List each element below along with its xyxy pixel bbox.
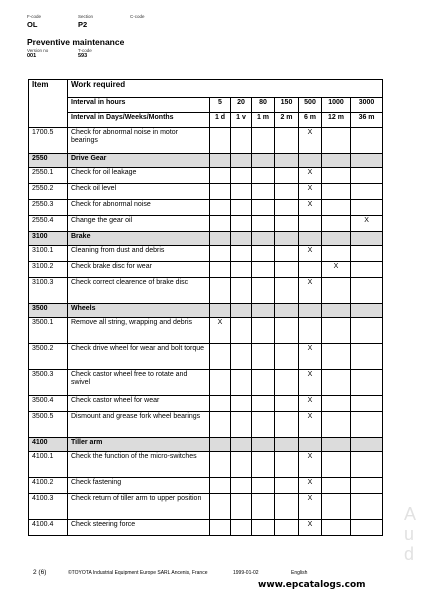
group-header-row (29, 232, 383, 246)
interval-empty-cell (210, 168, 231, 184)
interval-empty-cell (231, 184, 252, 200)
interval-empty-cell (299, 318, 322, 344)
group-empty-cell (210, 304, 231, 318)
interval-mark: X (299, 370, 322, 396)
interval-empty-cell (351, 494, 383, 520)
interval-empty-cell (351, 200, 383, 216)
task-row (29, 344, 383, 370)
interval-period-cell: 2 m (275, 113, 299, 128)
task-row (29, 318, 383, 344)
interval-empty-cell (252, 262, 275, 278)
task-description: Check the function of the micro-switches (68, 452, 210, 478)
task-description: Check correct clearence of brake disc (68, 278, 210, 304)
interval-empty-cell (275, 412, 299, 438)
interval-empty-cell (231, 216, 252, 232)
task-description: Check for abnormal noise (68, 200, 210, 216)
interval-empty-cell (351, 370, 383, 396)
section-label: Section (78, 14, 94, 19)
interval-empty-cell (275, 278, 299, 304)
task-row (29, 246, 383, 262)
interval-empty-cell (231, 278, 252, 304)
interval-empty-cell (322, 216, 351, 232)
interval-mark: X (299, 452, 322, 478)
group-empty-cell (231, 438, 252, 452)
task-description: Check oil level (68, 184, 210, 200)
group-empty-cell (231, 154, 252, 168)
task-item-code: 3100.3 (29, 278, 68, 304)
group-empty-cell (275, 304, 299, 318)
interval-empty-cell (252, 318, 275, 344)
interval-empty-cell (210, 478, 231, 494)
interval-mark: X (299, 184, 322, 200)
interval-empty-cell (322, 278, 351, 304)
interval-empty-cell (322, 318, 351, 344)
work-required-header: Work required (68, 80, 383, 98)
interval-empty-cell (322, 452, 351, 478)
interval-empty-cell (231, 452, 252, 478)
group-empty-cell (299, 154, 322, 168)
interval-mark: X (299, 520, 322, 536)
group-empty-cell (275, 154, 299, 168)
interval-empty-cell (351, 278, 383, 304)
interval-mark: X (351, 216, 383, 232)
group-code: 2550 (29, 154, 68, 168)
group-header-row (29, 154, 383, 168)
group-title: Drive Gear (68, 154, 210, 168)
interval-mark: X (299, 200, 322, 216)
task-row (29, 168, 383, 184)
group-empty-cell (322, 304, 351, 318)
document-date: 1999-01-02 (233, 570, 259, 576)
copyright-text: ©TOYOTA Industrial Equipment Europe SARL Ancenis, France (68, 570, 208, 576)
interval-empty-cell (275, 318, 299, 344)
interval-hours-label: Interval in hours (68, 98, 210, 113)
interval-mark: X (299, 412, 322, 438)
interval-empty-cell (210, 396, 231, 412)
interval-period-cell: 12 m (322, 113, 351, 128)
interval-empty-cell (351, 184, 383, 200)
interval-empty-cell (275, 478, 299, 494)
interval-mark: X (299, 246, 322, 262)
section-value: P2 (78, 20, 88, 29)
interval-empty-cell (231, 344, 252, 370)
task-item-code: 3500.3 (29, 370, 68, 396)
interval-empty-cell (231, 396, 252, 412)
group-empty-cell (322, 438, 351, 452)
fcode-value: OL (27, 20, 38, 29)
interval-empty-cell (322, 246, 351, 262)
task-item-code: 4100.2 (29, 478, 68, 494)
interval-empty-cell (275, 184, 299, 200)
interval-empty-cell (231, 412, 252, 438)
group-title: Wheels (68, 304, 210, 318)
interval-period-cell: 1 v (231, 113, 252, 128)
tcode-value: 593 (78, 53, 88, 59)
task-row (29, 412, 383, 438)
task-item-code: 1700.5 (29, 128, 68, 154)
interval-period-cell: 1 d (210, 113, 231, 128)
group-empty-cell (351, 154, 383, 168)
group-empty-cell (299, 304, 322, 318)
tcode-label: T-code (78, 48, 92, 53)
task-item-code: 3500.5 (29, 412, 68, 438)
interval-empty-cell (231, 262, 252, 278)
interval-empty-cell (322, 370, 351, 396)
task-description: Check for abnormal noise in motor bearings (68, 128, 210, 154)
group-title: Tiller arm (68, 438, 210, 452)
interval-empty-cell (275, 200, 299, 216)
interval-empty-cell (322, 412, 351, 438)
task-item-code: 4100.3 (29, 494, 68, 520)
interval-empty-cell (231, 318, 252, 344)
interval-empty-cell (210, 344, 231, 370)
group-header-row (29, 438, 383, 452)
interval-empty-cell (210, 412, 231, 438)
task-description: Check brake disc for wear (68, 262, 210, 278)
group-empty-cell (231, 232, 252, 246)
group-empty-cell (252, 154, 275, 168)
interval-mark: X (299, 168, 322, 184)
item-column-header: Item (29, 80, 68, 128)
task-item-code: 2550.1 (29, 168, 68, 184)
task-row (29, 494, 383, 520)
interval-empty-cell (275, 370, 299, 396)
task-description: Check drive wheel for wear and bolt torque (68, 344, 210, 370)
interval-empty-cell (252, 520, 275, 536)
interval-empty-cell (231, 246, 252, 262)
interval-days-label: Interval in Days/Weeks/Months (68, 113, 210, 128)
interval-empty-cell (252, 478, 275, 494)
group-empty-cell (275, 438, 299, 452)
interval-empty-cell (275, 396, 299, 412)
interval-hours-cell: 20 (231, 98, 252, 113)
group-empty-cell (252, 304, 275, 318)
interval-hours-cell: 5 (210, 98, 231, 113)
interval-mark: X (299, 478, 322, 494)
group-empty-cell (351, 438, 383, 452)
interval-empty-cell (351, 396, 383, 412)
maintenance-table (28, 79, 383, 536)
interval-empty-cell (231, 520, 252, 536)
task-row (29, 452, 383, 478)
fcode-label: F-code (27, 14, 42, 19)
task-item-code: 4100.1 (29, 452, 68, 478)
version-label: Version no (27, 48, 49, 53)
page-title: Preventive maintenance (27, 37, 125, 47)
interval-empty-cell (252, 184, 275, 200)
group-code: 3500 (29, 304, 68, 318)
interval-empty-cell (275, 344, 299, 370)
task-row (29, 262, 383, 278)
interval-empty-cell (275, 128, 299, 154)
page-number: 2 (6) (33, 569, 47, 576)
interval-mark: X (299, 344, 322, 370)
table-body (29, 128, 383, 536)
task-description: Dismount and grease fork wheel bearings (68, 412, 210, 438)
task-item-code: 3100.2 (29, 262, 68, 278)
interval-hours-cell: 500 (299, 98, 322, 113)
interval-empty-cell (351, 452, 383, 478)
group-empty-cell (299, 232, 322, 246)
interval-empty-cell (252, 200, 275, 216)
interval-empty-cell (210, 278, 231, 304)
interval-empty-cell (210, 370, 231, 396)
interval-empty-cell (210, 216, 231, 232)
interval-empty-cell (210, 494, 231, 520)
group-empty-cell (252, 232, 275, 246)
group-empty-cell (252, 438, 275, 452)
interval-empty-cell (322, 520, 351, 536)
side-watermark: A u d (404, 504, 417, 564)
interval-empty-cell (322, 168, 351, 184)
interval-empty-cell (322, 128, 351, 154)
interval-empty-cell (252, 494, 275, 520)
interval-empty-cell (252, 128, 275, 154)
interval-empty-cell (275, 216, 299, 232)
group-empty-cell (275, 232, 299, 246)
interval-empty-cell (210, 520, 231, 536)
group-empty-cell (299, 438, 322, 452)
group-title: Brake (68, 232, 210, 246)
interval-empty-cell (252, 396, 275, 412)
task-row (29, 128, 383, 154)
ccode-label: C-code (130, 14, 145, 19)
interval-empty-cell (275, 452, 299, 478)
interval-hours-cell: 150 (275, 98, 299, 113)
interval-empty-cell (210, 246, 231, 262)
interval-empty-cell (351, 128, 383, 154)
interval-empty-cell (252, 412, 275, 438)
interval-empty-cell (252, 278, 275, 304)
task-row (29, 200, 383, 216)
interval-empty-cell (299, 262, 322, 278)
group-empty-cell (322, 154, 351, 168)
task-item-code: 2550.2 (29, 184, 68, 200)
task-description: Check fastening (68, 478, 210, 494)
task-item-code: 2550.3 (29, 200, 68, 216)
interval-empty-cell (322, 344, 351, 370)
interval-mark: X (299, 494, 322, 520)
interval-empty-cell (299, 216, 322, 232)
interval-empty-cell (322, 396, 351, 412)
group-empty-cell (231, 304, 252, 318)
group-empty-cell (322, 232, 351, 246)
interval-empty-cell (252, 452, 275, 478)
task-row (29, 278, 383, 304)
task-item-code: 2550.4 (29, 216, 68, 232)
task-description: Change the gear oil (68, 216, 210, 232)
interval-empty-cell (322, 478, 351, 494)
interval-empty-cell (210, 200, 231, 216)
interval-empty-cell (351, 478, 383, 494)
interval-empty-cell (231, 370, 252, 396)
task-description: Remove all string, wrapping and debris (68, 318, 210, 344)
interval-empty-cell (231, 200, 252, 216)
interval-empty-cell (351, 318, 383, 344)
interval-empty-cell (275, 168, 299, 184)
interval-mark: X (210, 318, 231, 344)
interval-empty-cell (275, 246, 299, 262)
interval-empty-cell (322, 200, 351, 216)
task-item-code: 4100.4 (29, 520, 68, 536)
interval-mark: X (322, 262, 351, 278)
task-description: Cleaning from dust and debris (68, 246, 210, 262)
task-item-code: 3500.4 (29, 396, 68, 412)
group-empty-cell (210, 154, 231, 168)
interval-empty-cell (210, 262, 231, 278)
interval-empty-cell (231, 478, 252, 494)
task-row (29, 396, 383, 412)
interval-empty-cell (351, 168, 383, 184)
interval-period-cell: 36 m (351, 113, 383, 128)
group-code: 4100 (29, 438, 68, 452)
interval-empty-cell (252, 370, 275, 396)
interval-mark: X (299, 396, 322, 412)
task-row (29, 216, 383, 232)
version-value: 001 (27, 53, 37, 59)
task-description: Check steering force (68, 520, 210, 536)
interval-empty-cell (351, 412, 383, 438)
interval-mark: X (299, 278, 322, 304)
task-description: Check for oil leakage (68, 168, 210, 184)
interval-empty-cell (210, 128, 231, 154)
interval-hours-cell: 80 (252, 98, 275, 113)
interval-empty-cell (210, 184, 231, 200)
group-header-row (29, 304, 383, 318)
interval-empty-cell (351, 520, 383, 536)
interval-empty-cell (351, 262, 383, 278)
group-code: 3100 (29, 232, 68, 246)
task-description: Check castor wheel for wear (68, 396, 210, 412)
interval-empty-cell (252, 168, 275, 184)
interval-period-cell: 6 m (299, 113, 322, 128)
document-language: English (291, 570, 308, 576)
interval-empty-cell (322, 494, 351, 520)
task-description: Check return of tiller arm to upper position (68, 494, 210, 520)
group-empty-cell (351, 232, 383, 246)
group-empty-cell (210, 232, 231, 246)
task-item-code: 3500.2 (29, 344, 68, 370)
interval-empty-cell (322, 184, 351, 200)
interval-empty-cell (351, 344, 383, 370)
interval-mark: X (299, 128, 322, 154)
interval-empty-cell (275, 520, 299, 536)
interval-empty-cell (231, 494, 252, 520)
task-row (29, 478, 383, 494)
task-item-code: 3500.1 (29, 318, 68, 344)
task-description: Check castor wheel free to rotate and swivel (68, 370, 210, 396)
watermark-url: www.epcatalogs.com (258, 580, 366, 590)
interval-empty-cell (252, 344, 275, 370)
interval-hours-cell: 1000 (322, 98, 351, 113)
task-item-code: 3100.1 (29, 246, 68, 262)
interval-empty-cell (252, 246, 275, 262)
group-empty-cell (210, 438, 231, 452)
interval-empty-cell (275, 494, 299, 520)
task-row (29, 184, 383, 200)
task-row (29, 370, 383, 396)
interval-empty-cell (231, 128, 252, 154)
interval-empty-cell (210, 452, 231, 478)
interval-empty-cell (252, 216, 275, 232)
interval-hours-cell: 3000 (351, 98, 383, 113)
interval-empty-cell (231, 168, 252, 184)
task-row (29, 520, 383, 536)
group-empty-cell (351, 304, 383, 318)
interval-empty-cell (351, 246, 383, 262)
interval-period-cell: 1 m (252, 113, 275, 128)
interval-empty-cell (275, 262, 299, 278)
